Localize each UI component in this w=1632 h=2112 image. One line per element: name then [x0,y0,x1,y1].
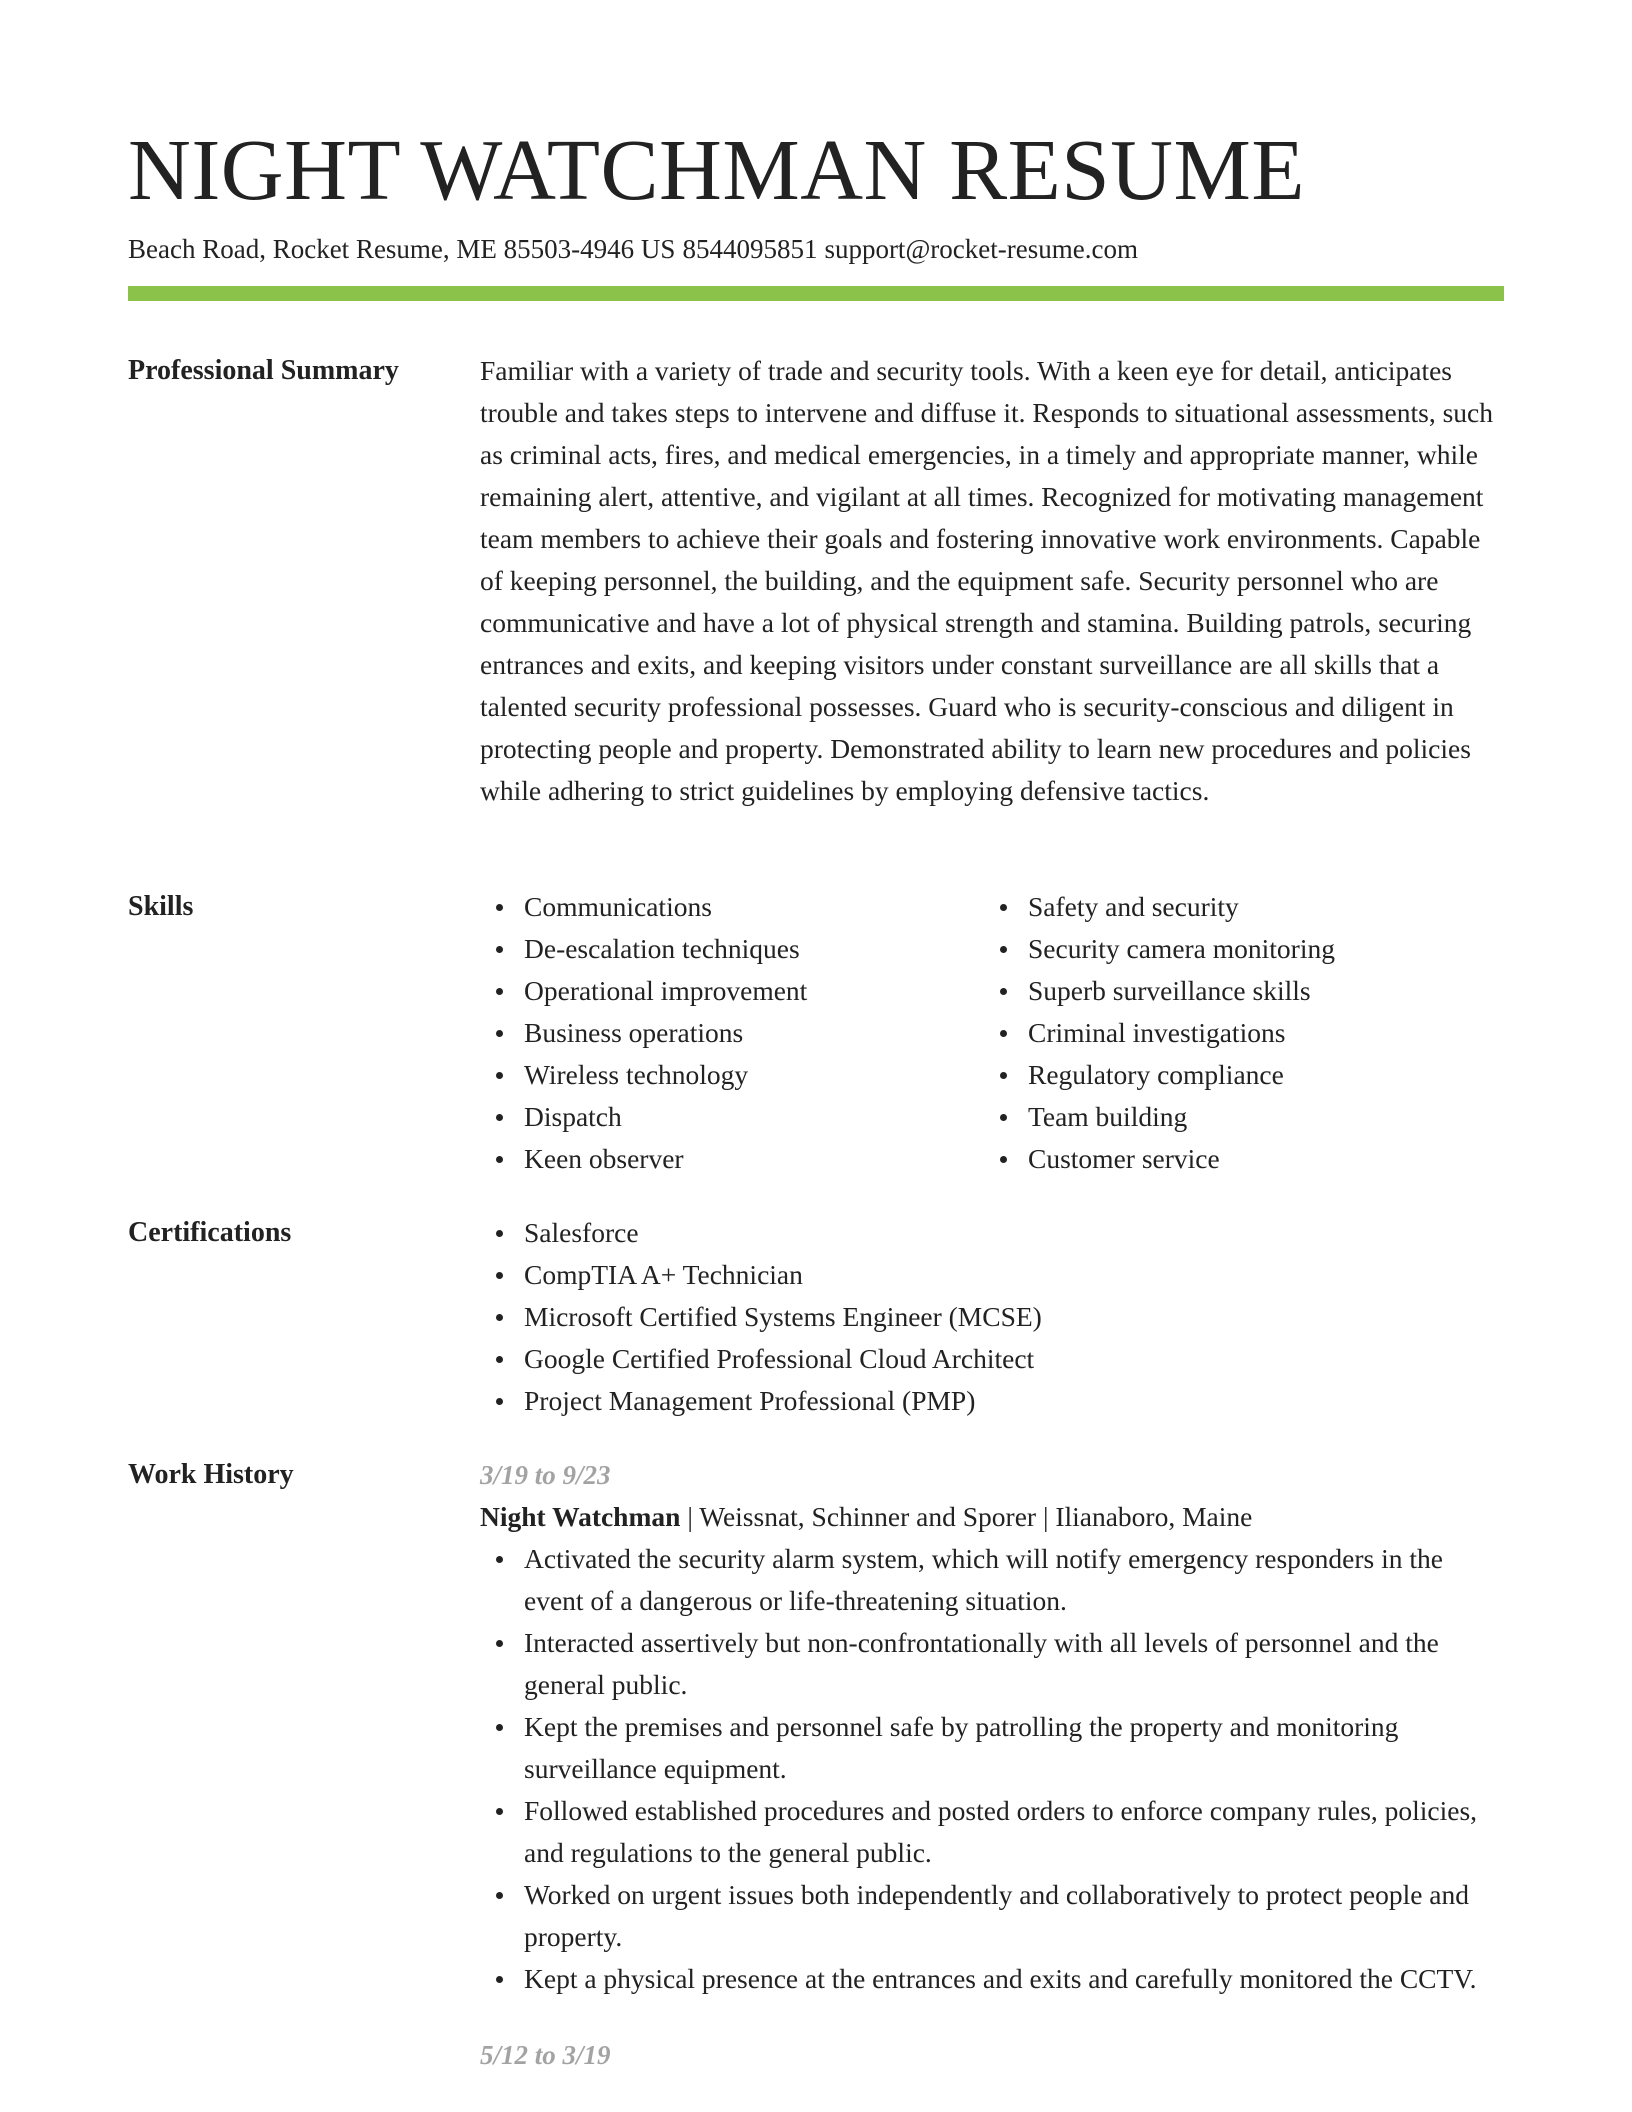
job-dates: 5/12 to 3/19 [480,2040,611,2070]
job-duty-item: Followed established procedures and posted orders to enforce company rules, policies, and regulations to the general public. [480,1790,1504,1874]
skills-body [480,886,1504,1180]
skill-item: Superb surveillance skills [984,970,1488,1012]
certification-item: Salesforce [480,1212,1504,1254]
summary-text: Familiar with a variety of trade and security tools. With a keen eye for detail, anticipates trouble and takes steps to intervene and diffuse it. Responds to situational assessments, such as criminal acts, fires, and medical emergencies, in a timely and appropriate manner, while remaining alert, attentive, and vigilant at all times. Recognized for motivating management team members to achieve their goals and fostering innovative work environments. Capable of keeping personnel, the building, and the equipment safe. Security personnel who are communicative and have a lot of physical strength and stamina. Building patrols, securing entrances and exits, and keeping visitors under constant surveillance are all skills that a talented security professional possesses. Guard who is security-conscious and diligent in protecting people and property. Demonstrated ability to learn new procedures and policies while adhering to strict guidelines by employing defensive tactics. [480,355,1494,806]
certification-item: CompTIA A+ Technician [480,1254,1504,1296]
job-entry [480,2034,1504,2076]
skill-item: Communications [480,886,984,928]
skill-item: Regulatory compliance [984,1054,1488,1096]
contact-email: support@rocket-resume.com [824,234,1138,264]
certification-item: Google Certified Professional Cloud Architect [480,1338,1504,1380]
skill-item: Safety and security [984,886,1488,928]
summary-body [480,350,1504,812]
job-duties-list [480,1538,1504,2000]
job-entry [480,1454,1504,2000]
skill-item: Keen observer [480,1138,984,1180]
job-duty-item: Kept a physical presence at the entrances and exits and carefully monitored the CCTV. [480,1958,1504,2000]
skill-item: Customer service [984,1138,1488,1180]
job-company-location: | Weissnat, Schinner and Sporer | Ilianaboro, Maine [680,1501,1253,1532]
job-duty-item: Interacted assertively but non-confrontationally with all levels of personnel and the general public. [480,1622,1504,1706]
skill-item: Wireless technology [480,1054,984,1096]
resume-title: NIGHT WATCHMAN RESUME [128,121,1306,218]
skills-list-left [480,886,984,1180]
summary-heading: Professional Summary [128,355,399,386]
skill-item: Operational improvement [480,970,984,1012]
job-dates: 3/19 to 9/23 [480,1460,611,1490]
work-history-body [480,1454,1504,2076]
work-history-heading: Work History [128,1459,294,1490]
skills-list-right [984,886,1488,1180]
skill-item: Criminal investigations [984,1012,1488,1054]
skill-item: De-escalation techniques [480,928,984,970]
skill-item: Security camera monitoring [984,928,1488,970]
skill-item: Dispatch [480,1096,984,1138]
certification-item: Microsoft Certified Systems Engineer (MCSE) [480,1296,1504,1338]
job-heading [480,1496,1504,1538]
skill-item: Business operations [480,1012,984,1054]
certification-item: Project Management Professional (PMP) [480,1380,1504,1422]
certifications-body [480,1212,1504,1422]
job-duty-item: Worked on urgent issues both independently and collaboratively to protect people and property. [480,1874,1504,1958]
job-duty-item: Activated the security alarm system, which will notify emergency responders in the event of a dangerous or life-threatening situation. [480,1538,1504,1622]
job-title: Night Watchman [480,1501,681,1532]
contact-line [128,231,1138,267]
job-duty-item: Kept the premises and personnel safe by patrolling the property and monitoring surveillance equipment. [480,1706,1504,1790]
skills-heading: Skills [128,891,194,922]
accent-divider [128,286,1504,301]
skill-item: Team building [984,1096,1488,1138]
contact-phone: 8544095851 [682,234,818,264]
certifications-list [480,1212,1504,1422]
contact-address: Beach Road, Rocket Resume, ME 85503-4946 US [128,234,676,264]
certifications-heading: Certifications [128,1217,292,1248]
